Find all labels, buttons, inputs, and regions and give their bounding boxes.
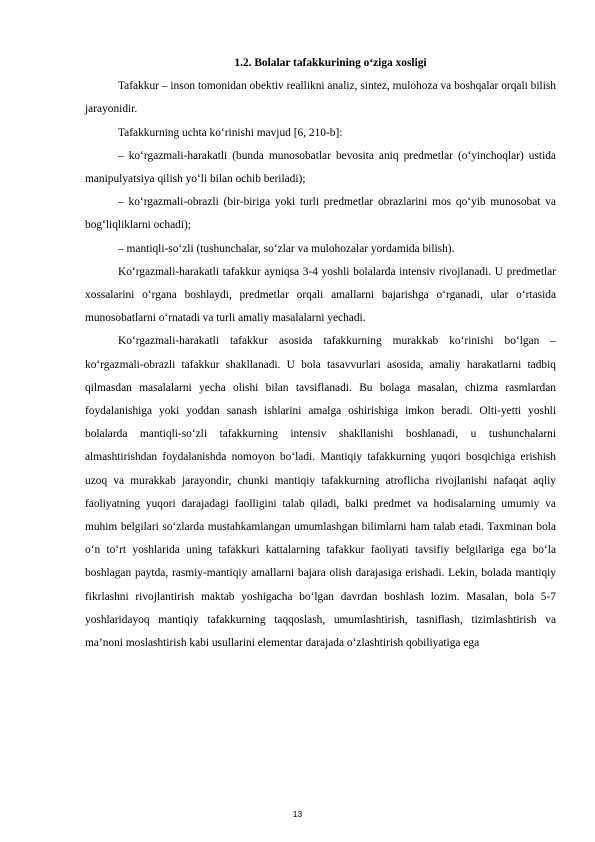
paragraph-types-intro: Tafakkurning uchta ko‘rinishi mavjud [6, 210-b]: [118,126,343,139]
paragraph-type-visual-action: – ko‘rgazmali-harakatli (bunda munosobatlar bevosita aniq predmetlar (o‘yinchoqlar) ustida manipulyatsiya qilish yo‘li bilan ochib beriladi); [85,149,556,186]
paragraph-definition: Tafakkur – inson tomonidan obektiv reallikni analiz, sintez, mulohoza va boshqalar orqali bilish jarayonidir. [85,80,556,116]
section-heading: 1.2. Bolalar tafakkurining o‘ziga xosligi [234,57,427,69]
paragraph-type-logical-verbal: – mantiqli-so‘zli (tushunchalar, so‘zlar va mulohozalar yordamida bilish). [118,242,455,255]
page-content [85,52,556,655]
page-number: 13 [292,809,303,819]
paragraph-visual-figurative-development: Ko‘rgazmali-harakatli tafakkur asosida tafakkurning murakkab ko‘rinishi bo‘lgan – ko‘rgazmali-obrazli tafakkur shakllanadi. U bola tasavvurlari asosida, amaliy harakatlarni tadbiq qilmasdan masalalarni yecha olishi bilan tavsiflanadi. Bu bolaga masalan, chizma rasmlardan foydalanishiga yoki yoddan sanash ishlarini amalga oshirishiga imkon beradi. Olti-yetti yoshli bolalarda mantiqli-so‘zli tafakkurning intensiv shakllanishi boshlanadi, u tushunchalarni almashtirishdan foydalanishda nomoyon bo‘ladi. Mantiqiy tafakkurning yuqori bosqichiga erishish uzoq va murakkab jarayondir, chunki mantiqiy tafakkurning atroflicha rivojlanishi nafaqat aqliy faoliyatning yuqori darajadagi faolligini talab qiladi, balki predmet va hodisalarning umumiy va muhim belgilari so‘zlarda mustahkamlangan umumlashgan bilimlarni ham talab etadi. Taxminan bola o‘n to‘rt yoshlarida uning tafakkuri kattalarning tafakkur faoliyati tavsifiy belgilariga ega bo‘la boshlagan paytda, rasmiy-mantiqiy amallarni bajara olish darajasiga erishadi. Lekin, bolada mantiqiy fikrlashni rivojlantirish maktab yoshigacha bo‘lgan davrdan boshlash lozim. Masalan, bola 5-7 yoshlaridayoq mantiqiy tafakkurning taqqoslash, umumlashtirish, tasniflash, tizimlashtirish va ma’noni moslashtirish kabi usullarini elementar darajada o‘zlashtirish qobiliyatiga ega [85,335,556,650]
paragraph-type-visual-figurative: – ko‘rgazmali-obrazli (bir-biriga yoki turli predmetlar obrazlarini mos qo‘yib munosobat va bog‘liqliklarni ochadi); [85,196,556,232]
paragraph-visual-action-development: Ko‘rgazmali-harakatli tafakkur ayniqsa 3-4 yoshli bolalarda intensiv rivojlanadi. U predmetlar xossalarini o‘rgana boshlaydi, predmetlar orqali amallarni bajarishga o‘rganadi, ular o‘rtasida munosobatlarni o‘rnatadi va turli amaliy masalalarni yechadi. [85,265,556,325]
